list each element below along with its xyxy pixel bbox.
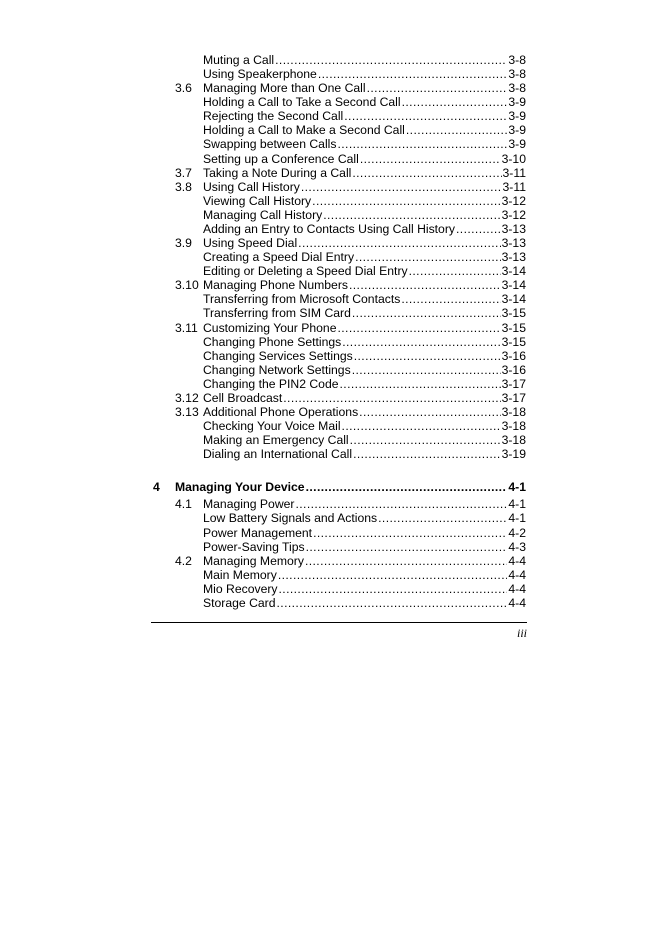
dot-leader (378, 511, 507, 525)
toc-entry-page: 3-8 (508, 81, 526, 95)
toc-entry-title: Customizing Your Phone (203, 321, 337, 335)
toc-entry-page: 3-8 (508, 67, 526, 81)
toc-subsection-entry[interactable] (203, 349, 526, 363)
toc-section-entry[interactable] (175, 321, 526, 335)
toc-entry-title: Managing Memory (203, 554, 304, 568)
toc-entry-title: Low Battery Signals and Actions (203, 511, 378, 525)
toc-entry-title: Managing Your Device (175, 480, 305, 494)
toc-entry-title: Additional Phone Operations (203, 405, 359, 419)
toc-entry-title: Making an Emergency Call (203, 433, 349, 447)
toc-entry-page: 3-13 (501, 236, 526, 250)
toc-entry-title: Managing Phone Numbers (203, 278, 348, 292)
toc-entry-title: Mio Recovery (203, 582, 278, 596)
toc-section-entry[interactable] (175, 81, 526, 95)
toc-entry-title: Swapping between Calls (203, 137, 337, 151)
toc-entry-page: 4-1 (508, 511, 526, 525)
toc-entry-title: Transferring from Microsoft Contacts (203, 292, 401, 306)
toc-entry-page: 3-17 (501, 391, 526, 405)
dot-leader (355, 250, 501, 264)
dot-leader (352, 363, 501, 377)
dot-leader (306, 540, 508, 554)
toc-entry-title: Using Call History (203, 180, 300, 194)
toc-entry-number: 3.12 (175, 391, 199, 405)
toc-entry-page: 4-4 (508, 596, 526, 610)
toc-entry-title: Dialing an International Call (203, 447, 353, 461)
toc-section-entry[interactable] (175, 497, 526, 511)
toc-entry-title: Managing Power (203, 497, 295, 511)
toc-entry-number: 3.7 (175, 166, 192, 180)
toc-subsection-entry[interactable] (203, 306, 526, 320)
toc-entry-title: Viewing Call History (203, 194, 312, 208)
dot-leader (295, 497, 507, 511)
dot-leader (279, 582, 508, 596)
toc-section-entry[interactable] (175, 278, 526, 292)
toc-entry-number: 3.13 (175, 405, 199, 419)
toc-entry-title: Rejecting the Second Call (203, 109, 344, 123)
toc-subsection-entry[interactable] (203, 53, 526, 67)
toc-entry-page: 3-11 (502, 166, 526, 180)
toc-entry-title: Main Memory (203, 568, 277, 582)
dot-leader (306, 480, 508, 494)
toc-entry-page: 4-3 (508, 540, 526, 554)
dot-leader (344, 109, 507, 123)
toc-entry-page: 3-12 (501, 208, 526, 222)
toc-entry-title: Changing Phone Settings (203, 335, 342, 349)
toc-entry-number: 4.1 (175, 497, 192, 511)
toc-entry-page: 4-4 (508, 554, 526, 568)
toc-entry-title: Managing More than One Call (203, 81, 366, 95)
toc-subsection-entry[interactable] (203, 95, 526, 109)
dot-leader (313, 526, 507, 540)
toc-subsection-entry[interactable] (203, 152, 526, 166)
toc-section-entry[interactable] (175, 180, 526, 194)
dot-leader (360, 152, 501, 166)
dot-leader (456, 222, 501, 236)
toc-subsection-entry[interactable] (203, 596, 526, 610)
toc-entry-title: Holding a Call to Take a Second Call (203, 95, 401, 109)
toc-entry-page: 3-9 (508, 137, 526, 151)
dot-leader (342, 419, 501, 433)
dot-leader (402, 95, 508, 109)
toc-entry-page: 3-15 (501, 335, 526, 349)
toc-subsection-entry[interactable] (203, 208, 526, 222)
dot-leader (337, 137, 507, 151)
toc-entry-number: 3.11 (175, 321, 198, 335)
toc-entry-page: 4-4 (508, 582, 526, 596)
toc-entry-page: 3-15 (501, 306, 526, 320)
toc-entry-title: Holding a Call to Make a Second Call (203, 123, 405, 137)
toc-entry-page: 4-2 (508, 526, 526, 540)
toc-entry-number: 3.10 (175, 278, 199, 292)
toc-entry-title: Power-Saving Tips (203, 540, 305, 554)
toc-entry-title: Power Management (203, 526, 313, 540)
toc-entry-title: Editing or Deleting a Speed Dial Entry (203, 264, 408, 278)
dot-leader (401, 292, 500, 306)
toc-entry-page: 3-19 (501, 447, 526, 461)
dot-leader (323, 208, 500, 222)
toc-entry-number: 4 (153, 480, 160, 494)
toc-subsection-entry[interactable] (203, 377, 526, 391)
toc-entry-page: 3-16 (501, 349, 526, 363)
toc-entry-page: 3-18 (501, 433, 526, 447)
toc-subsection-entry[interactable] (203, 447, 526, 461)
toc-entry-number: 3.9 (175, 236, 192, 250)
toc-entry-title: Cell Broadcast (203, 391, 283, 405)
toc-section-entry[interactable] (175, 405, 526, 419)
toc-subsection-entry[interactable] (203, 222, 526, 236)
toc-entry-page: 4-1 (508, 497, 526, 511)
dot-leader (367, 81, 508, 95)
toc-entry-page: 3-16 (501, 363, 526, 377)
toc-subsection-entry[interactable] (203, 264, 526, 278)
toc-entry-number: 4.2 (175, 554, 192, 568)
dot-leader (352, 306, 501, 320)
toc-section-entry[interactable] (175, 236, 526, 250)
toc-entry-page: 3-15 (501, 321, 526, 335)
toc-subsection-entry[interactable] (203, 123, 526, 137)
toc-entry-title: Changing Services Settings (203, 349, 353, 363)
toc-entry-title: Muting a Call (203, 53, 275, 67)
toc-subsection-entry[interactable] (203, 568, 526, 582)
dot-leader (354, 349, 501, 363)
toc-entry-title: Creating a Speed Dial Entry (203, 250, 355, 264)
toc-entry-title: Transferring from SIM Card (203, 306, 351, 320)
dot-leader (278, 568, 508, 582)
dot-leader (409, 264, 501, 278)
toc-entry-title: Adding an Entry to Contacts Using Call History (203, 222, 455, 236)
toc-entry-title: Managing Call History (203, 208, 323, 222)
toc-entry-title: Changing the PIN2 Code (203, 377, 339, 391)
toc-subsection-entry[interactable] (203, 292, 526, 306)
dot-leader (312, 194, 500, 208)
page-number: iii (516, 626, 527, 640)
toc-entry-page: 3-18 (501, 419, 526, 433)
footer-divider (151, 622, 527, 623)
toc-section-entry[interactable] (175, 166, 526, 180)
toc-entry-title: Setting up a Conference Call (203, 152, 359, 166)
toc-entry-page: 3-9 (508, 95, 526, 109)
dot-leader (359, 405, 500, 419)
dot-leader (277, 596, 508, 610)
toc-subsection-entry[interactable] (203, 419, 526, 433)
toc-subsection-entry[interactable] (203, 511, 526, 525)
toc-section-entry[interactable] (175, 391, 526, 405)
toc-entry-number: 3.6 (175, 81, 192, 95)
toc-subsection-entry[interactable] (203, 137, 526, 151)
toc-subsection-entry[interactable] (203, 67, 526, 81)
toc-entry-page: 3-9 (508, 123, 526, 137)
dot-leader (406, 123, 507, 137)
dot-leader (301, 180, 502, 194)
toc-entry-page: 3-17 (501, 377, 526, 391)
dot-leader (340, 377, 501, 391)
toc-entry-page: 3-8 (508, 53, 526, 67)
toc-entry-title: Using Speed Dial (203, 236, 298, 250)
toc-entry-page: 3-18 (501, 405, 526, 419)
toc-entry-title: Checking Your Voice Mail (203, 419, 341, 433)
toc-subsection-entry[interactable] (203, 363, 526, 377)
dot-leader (337, 321, 500, 335)
dot-leader (318, 67, 508, 81)
dot-leader (349, 278, 501, 292)
toc-subsection-entry[interactable] (203, 194, 526, 208)
toc-subsection-entry[interactable] (203, 526, 526, 540)
dot-leader (305, 554, 507, 568)
toc-entry-page: 3-13 (501, 222, 526, 236)
dot-leader (350, 433, 501, 447)
toc-entry-page: 4-4 (508, 568, 526, 582)
dot-leader (298, 236, 500, 250)
dot-leader (283, 391, 500, 405)
toc-subsection-entry[interactable] (203, 250, 526, 264)
toc-entry-page: 3-14 (501, 278, 526, 292)
toc-entry-page: 3-9 (508, 109, 526, 123)
toc-entry-title: Changing Network Settings (203, 363, 351, 377)
toc-entry-page: 3-13 (501, 250, 526, 264)
toc-entry-title: Storage Card (203, 596, 276, 610)
dot-leader (342, 335, 500, 349)
toc-section-entry[interactable] (175, 554, 526, 568)
toc-chapter-entry[interactable] (153, 480, 526, 494)
toc-entry-title: Taking a Note During a Call (203, 166, 352, 180)
toc-entry-page: 3-12 (501, 194, 526, 208)
toc-subsection-entry[interactable] (203, 582, 526, 596)
dot-leader (275, 53, 507, 67)
toc-subsection-entry[interactable] (203, 335, 526, 349)
dot-leader (352, 166, 501, 180)
toc-entry-title: Using Speakerphone (203, 67, 317, 81)
dot-leader (353, 447, 501, 461)
toc-subsection-entry[interactable] (203, 433, 526, 447)
toc-entry-page: 3-10 (501, 152, 526, 166)
toc-entry-number: 3.8 (175, 180, 192, 194)
toc-subsection-entry[interactable] (203, 109, 526, 123)
toc-entry-page: 4-1 (508, 480, 526, 494)
toc-subsection-entry[interactable] (203, 540, 526, 554)
toc-entry-page: 3-14 (501, 264, 526, 278)
toc-entry-page: 3-11 (502, 180, 526, 194)
toc-entry-page: 3-14 (501, 292, 526, 306)
